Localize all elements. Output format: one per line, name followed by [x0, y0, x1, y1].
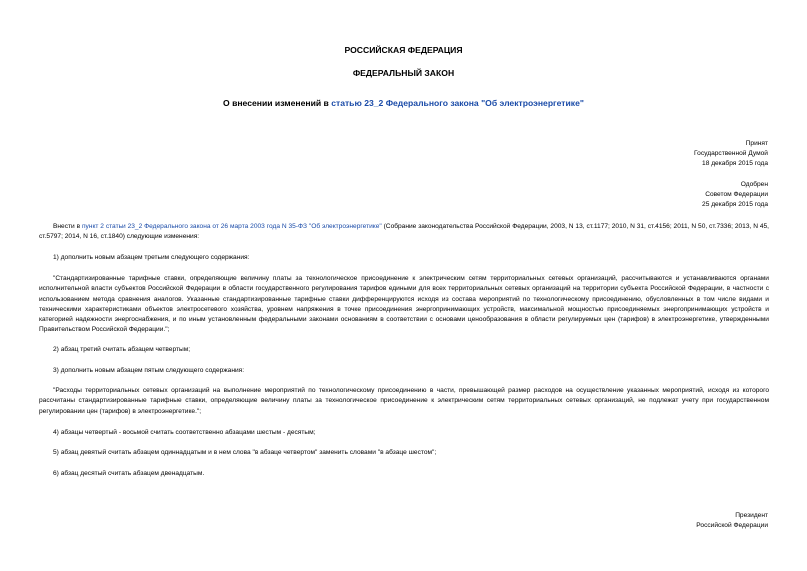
- accepted-date: 18 декабря 2015 года: [702, 160, 768, 168]
- title-link[interactable]: статью 23_2 Федерального закона "Об электроэнергетике": [331, 98, 584, 108]
- list-item-6: 6) абзац десятый считать абзацем двенадцатым.: [53, 470, 205, 477]
- adoption-approved: [702, 180, 768, 211]
- signature-block: [696, 511, 768, 531]
- approved-line2: Советом Федерации: [705, 191, 768, 199]
- adoption-accepted: [694, 139, 768, 170]
- quote-paragraph-1: "Стандартизированные тарифные ставки, определяющие величину платы за технологическое присоединение к электрическим сетям территориальных сетевых организаций, рассчитываются и устанавливаются органами исполнительной власти субъектов Российской Федерации в области государственного регулирования тарифов едиными для всех территориальных сетевых организаций на территории субъекта Российской Федерации, в частности с использованием метода сравнения аналогов. Указанные стандартизированные тарифные ставки дифференцируются исходя из состава мероприятий по технологическому присоединению, обусловленных в том числе видами и техническими характеристиками объектов электросетевого хозяйства, уровнем напряжения в точке присоединения энергопринимающих устройств, максимальной мощностью присоединяемых энергопринимающих устройств и категорией надежности энергоснабжения, и по иным установленным федеральными законами основаниям в соответствии с основами ценообразования в области регулируемых цен (тарифов) в электроэнергетике, утвержденными Правительством Российской Федерации.";: [39, 275, 769, 334]
- approved-line1: Одобрен: [740, 181, 768, 188]
- signature-line2: Российской Федерации: [696, 522, 768, 530]
- intro-link[interactable]: пункт 2 статьи 23_2 Федерального закона от 26 марта 2003 года N 35-ФЗ "Об электроэнергетике": [81, 223, 382, 230]
- intro-suffix: (Собрание законодательства Российской Федерации, 2003, N 13, ст.1177; 2010, N 31, ст.4156; 2011, N 50, ст.7336; 2013, N 45, ст.5797; 2014, N 16, ст.1840) следующие изменения:: [39, 223, 769, 241]
- list-item-3: 3) дополнить новым абзацем пятым следующего содержания:: [53, 367, 245, 374]
- accepted-line1: Принят: [745, 140, 768, 147]
- signature-line1: Президент: [735, 512, 768, 519]
- header-doc-type: ФЕДЕРАЛЬНЫЙ ЗАКОН: [352, 68, 455, 78]
- list-item-2: 2) абзац третий считать абзацем четвертым;: [53, 346, 191, 353]
- list-item-5: 5) абзац девятый считать абзацем одиннадцатым и в нем слова "в абзаце четвертом" заменить словами "в абзаце шестом";: [53, 449, 437, 456]
- header-country: РОССИЙСКАЯ ФЕДЕРАЦИЯ: [344, 45, 463, 55]
- quote-paragraph-2: "Расходы территориальных сетевых организаций на выполнение мероприятий по технологическому присоединению в части, превышающей размер расходов на осуществление указанных мероприятий, исходя из которого рассчитаны стандартизированные тарифные ставки, определяющие величину платы за технологическое присоединение к электрическим сетям территориальных сетевых организаций, не подлежат учету при государственном регулировании цен (тарифов) в электроэнергетике.";: [39, 387, 769, 415]
- list-item-4: 4) абзацы четвертый - восьмой считать соответственно абзацами шестым - десятым;: [53, 429, 316, 436]
- approved-date: 25 декабря 2015 года: [702, 201, 768, 209]
- document-title: [0, 98, 807, 109]
- intro-prefix: Внести в: [53, 223, 82, 230]
- title-prefix: О внесении изменений в: [223, 98, 332, 108]
- intro-paragraph: [39, 222, 769, 243]
- accepted-line2: Государственной Думой: [694, 150, 768, 158]
- list-item-1: 1) дополнить новым абзацем третьим следующего содержания:: [53, 254, 250, 261]
